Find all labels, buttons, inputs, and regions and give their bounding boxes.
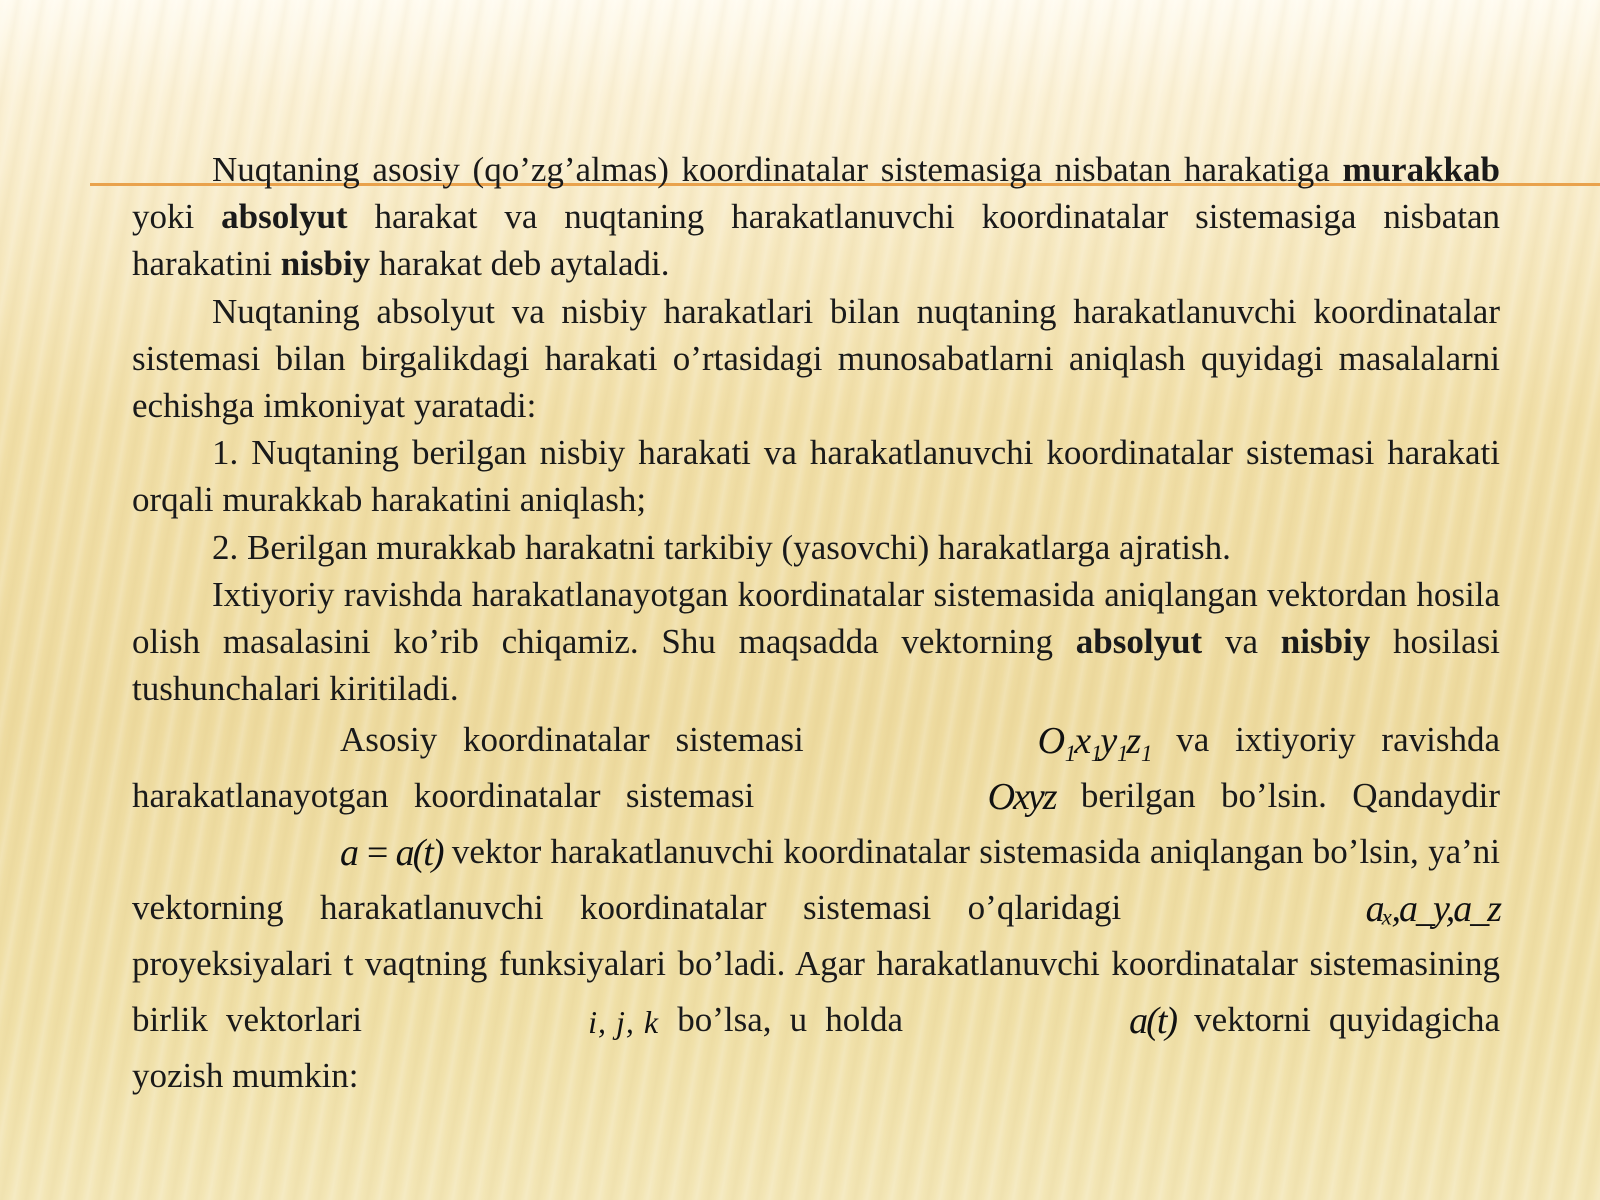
paragraph-definition: [132, 146, 1500, 288]
text: Nuqtaning asosiy (qo’zg’almas) koordinatalar sistemasiga nisbatan harakatiga: [212, 150, 1343, 189]
text: berilgan bo’lsin. Qandaydir: [1055, 776, 1501, 816]
term-murakkab: murakkab: [1342, 150, 1500, 189]
formula-moving-frame: Oxyz: [987, 776, 1056, 819]
text: harakat va nuqtaning harakatlanuvchi koordinatalar sistemasiga nisbatan harakatini: [132, 197, 1500, 284]
text: Ixtiyoriy ravishda harakatlanayotgan koordinatalar sistemasida aniqlangan vektordan hosila olish masalasini ko’rib chiqamiz. Shu maqsadda vektorning: [132, 574, 1500, 662]
text: hosilasi tushunchalari kiritiladi.: [132, 622, 1500, 709]
text: bo’lsa, u holda: [659, 1000, 922, 1040]
formula-vector-a: a = a(t): [340, 832, 443, 875]
formula-fixed-frame: O₁x₁y₁z₁: [1037, 720, 1151, 763]
list-item-2: 2. Berilgan murakkab harakatni tarkibiy (yasovchi) harakatlarga ajratish.: [212, 527, 1231, 567]
slide-body: [132, 146, 1500, 1104]
text: va ixtiyoriy ravishda harakatlanayotgan koordinatalar sistemasi: [132, 720, 1500, 816]
list-item-1: 1. Nuqtaning berilgan nisbiy harakati va harakatlanuvchi koordinatalar sistemasi harakati orqali murakkab harakatini aniqlash;: [132, 433, 1500, 520]
term-absolyut: absolyut: [221, 197, 348, 237]
text: harakat deb aytaladi.: [370, 244, 670, 284]
term-nisbiy: nisbiy: [1280, 622, 1371, 662]
term-absolyut: absolyut: [1075, 622, 1203, 662]
text: Asosiy koordinatalar sistemasi: [340, 720, 830, 760]
formula-a-of-t: a(t): [1129, 1000, 1177, 1043]
text: vektor harakatlanuvchi koordinatalar sistemasida aniqlangan bo’lsin, ya’ni vektorning harakatlanuvchi koordinatalar sistemasi o’qlaridagi: [132, 832, 1500, 928]
paragraph-derivative: [132, 571, 1500, 713]
term-nisbiy: nisbiy: [280, 244, 371, 284]
text: va: [1202, 622, 1281, 662]
paragraph-vector: [132, 712, 1500, 1104]
text: proyeksiyalari t vaqtning funksiyalari bo’ladi. Agar harakatlanuvchi koordinatalar sistemasining birlik vektorlari: [132, 944, 1500, 1040]
formula-projections: aₓ,a_y,a_z: [1365, 888, 1500, 931]
text: vektorni quyidagicha yozish mumkin:: [132, 1000, 1500, 1096]
formula-unit-vectors: i, j, k: [588, 1004, 660, 1041]
text: yoki: [132, 197, 222, 237]
paragraph-relations: Nuqtaning absolyut va nisbiy harakatlari bilan nuqtaning harakatlanuvchi koordinatalar sistemasi bilan birgalikdagi harakati o’rtasidagi munosabatlarni aniqlash quyidagi masalalarni echishga imkoniyat yaratadi:: [132, 291, 1500, 426]
